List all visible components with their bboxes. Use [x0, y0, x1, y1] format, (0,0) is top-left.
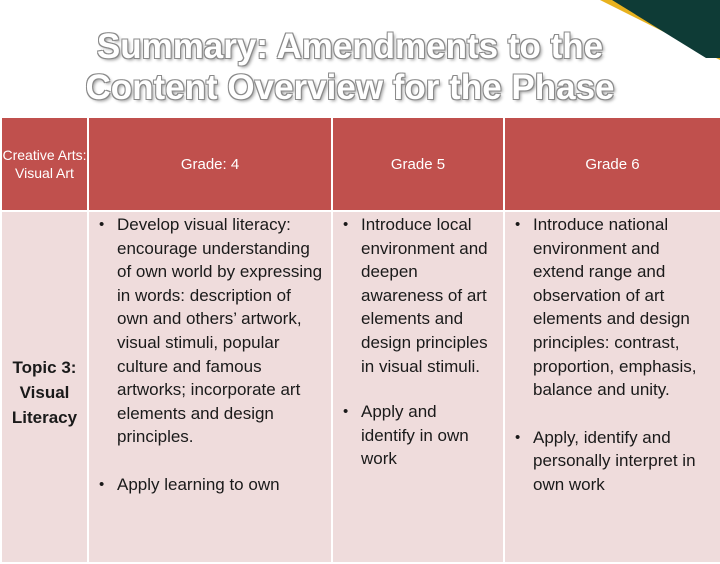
- topic-cell: Topic 3: Visual Literacy: [1, 211, 88, 563]
- content-row: [1, 211, 720, 563]
- list-item: • Apply, identify and personally interpret in own work: [505, 426, 712, 497]
- list-item: • Apply and identify in own work: [333, 400, 495, 471]
- header-subject: Creative Arts: Visual Art: [1, 117, 88, 211]
- grade-4-list: [89, 212, 331, 497]
- grade-6-cell: [504, 211, 720, 563]
- list-item: • Develop visual literacy: encourage understanding of own world by expressing in words: description of own and others’ artwork, visual stimuli, popular culture and famous artworks; incorporate art elements and design principles.: [89, 213, 323, 449]
- slide-title: [0, 26, 700, 108]
- header-grade-5: Grade 5: [332, 117, 504, 211]
- grade-5-cell: [332, 211, 504, 563]
- content-table: [0, 116, 720, 564]
- header-row: [1, 117, 720, 211]
- list-item: • Introduce national environment and extend range and observation of art elements and design principles: contrast, proportion, emphasis, balance and unity.: [505, 213, 712, 402]
- header-grade-6: Grade 6: [504, 117, 720, 211]
- grade-4-cell: [88, 211, 332, 563]
- title-line-2: Content Overview for the Phase: [85, 68, 615, 107]
- list-item: • Apply learning to own: [89, 473, 323, 497]
- list-item: • Introduce local environment and deepen awareness of art elements and design principles in visual stimuli.: [333, 213, 495, 378]
- title-line-1: Summary: Amendments to the: [96, 27, 604, 66]
- header-grade-4: Grade: 4: [88, 117, 332, 211]
- grade-6-list: [505, 212, 720, 497]
- grade-5-list: [333, 212, 503, 471]
